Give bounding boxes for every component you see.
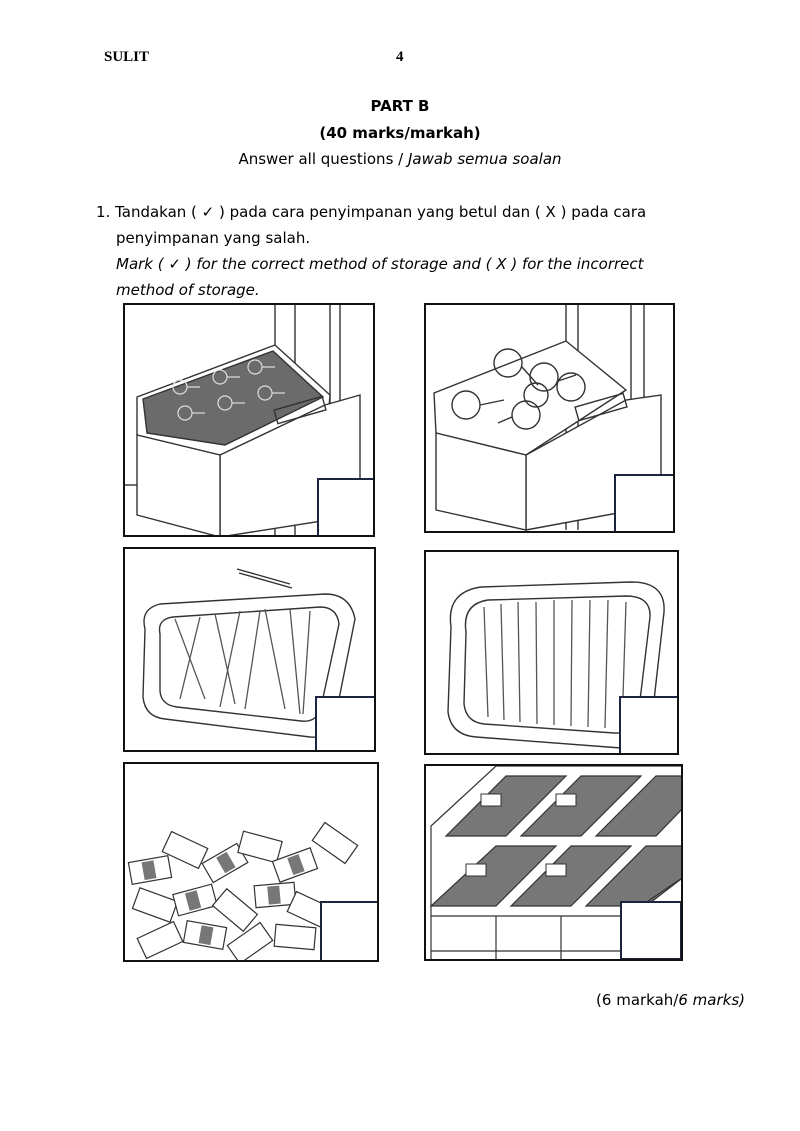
part-title: PART B	[370, 97, 430, 115]
picture-tray-forceps-scattered	[123, 547, 376, 752]
answer-box-4[interactable]	[619, 696, 679, 755]
footer-marks-text: (6 markah/	[596, 991, 679, 1009]
question-line-2: penyimpanan yang salah.	[116, 229, 311, 247]
answer-box-2[interactable]	[614, 474, 675, 533]
part-marks: (40 marks/markah)	[319, 124, 481, 142]
question-line-3: Mark ( ✓ ) for the correct method of storage and ( X ) for the incorrect	[116, 255, 644, 273]
footer-marks	[596, 991, 745, 1009]
header-sulit: SULIT	[104, 49, 150, 65]
question-line-1: 1. Tandakan ( ✓ ) pada cara penyimpanan yang betul dan ( X ) pada cara	[96, 203, 647, 221]
instruction	[0, 150, 800, 168]
answer-box-3[interactable]	[315, 696, 376, 752]
answer-box-5[interactable]	[320, 901, 379, 962]
picture-magnets-messy	[123, 762, 379, 962]
picture-tray-forceps-aligned	[424, 550, 679, 755]
instruction-italic: Jawab semua soalan	[407, 150, 562, 168]
footer-marks-italic: 6 marks)	[678, 991, 745, 1009]
answer-box-6[interactable]	[620, 901, 682, 960]
picture-drawer-lenses-arranged	[424, 303, 675, 533]
picture-magnets-arranged	[424, 764, 683, 961]
answer-box-1[interactable]	[317, 478, 375, 537]
picture-drawer-lenses-dark	[123, 303, 375, 537]
question-line-4: method of storage.	[116, 281, 260, 299]
page-number: 4	[396, 49, 404, 65]
instruction-text: Answer all questions /	[238, 150, 408, 168]
